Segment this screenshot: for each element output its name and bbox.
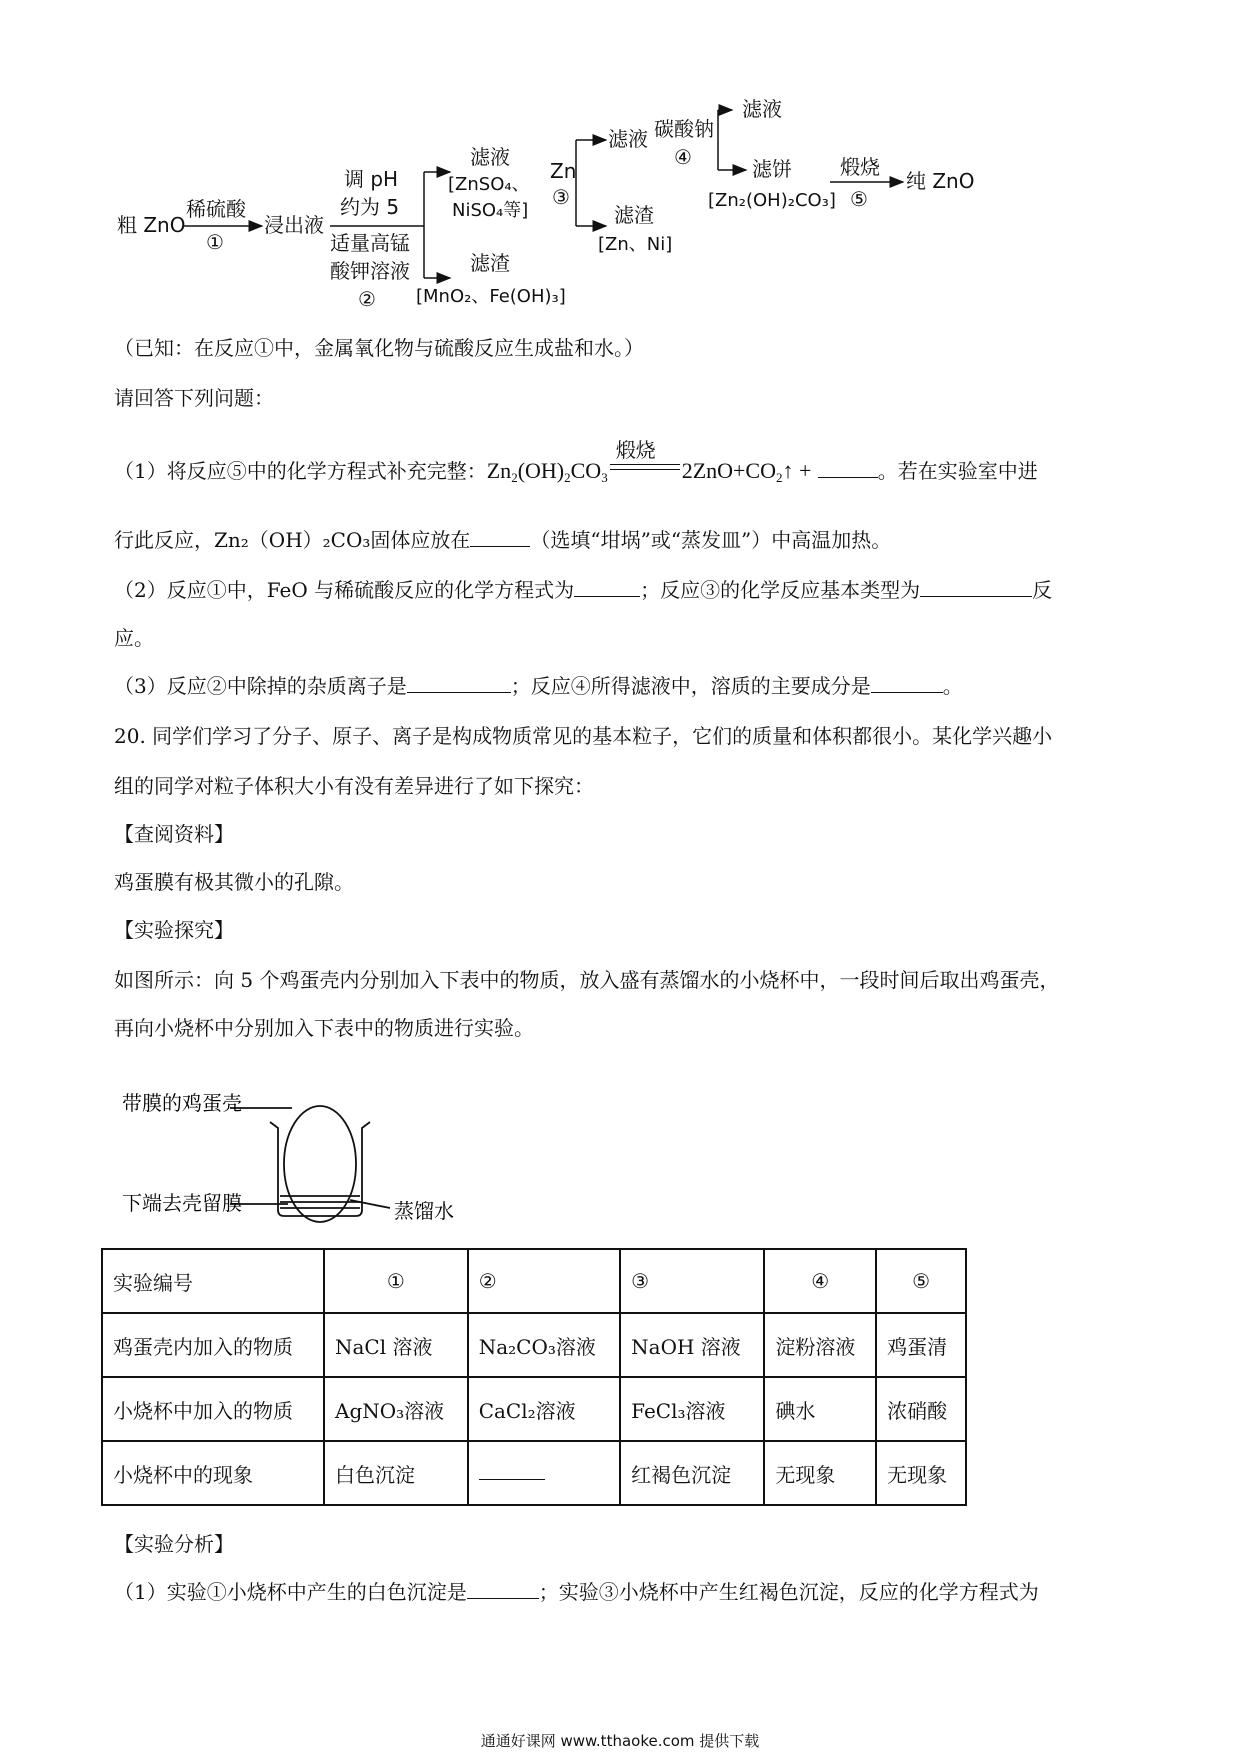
table-cell-blank[interactable] <box>468 1441 620 1505</box>
fc-leach: 浸出液 <box>264 213 324 237</box>
page-footer: 通通好课网 www.tthaoke.com 提供下载 <box>480 1732 760 1750</box>
table-cell: NaOH 溶液 <box>620 1313 764 1377</box>
section-experiment: 【实验探究】 <box>114 918 234 942</box>
section-analysis: 【实验分析】 <box>114 1532 234 1556</box>
fc-product: 纯 ZnO <box>906 169 975 193</box>
experiment-table <box>101 1248 967 1506</box>
table-cell: ④ <box>764 1249 876 1313</box>
table-cell: 白色沉淀 <box>324 1441 468 1505</box>
question-1: （1）将反应⑤中的化学方程式补充完整：$Zn_2(OH)_2CO_3$ 煅烧 $2ZnO+CO_2↑$ + 。若在实验室中进 <box>114 438 1038 485</box>
fc-step2-num: ② <box>358 287 376 311</box>
table-cell: 红褐色沉淀 <box>620 1441 764 1505</box>
fc-filtrate3: 滤液 <box>742 97 782 121</box>
table-cell: 碘水 <box>764 1377 876 1441</box>
fc-residue1: 滤渣 <box>470 251 510 275</box>
table-cell: 鸡蛋壳内加入的物质 <box>102 1313 324 1377</box>
question-1-line2: 行此反应，Zn₂（OH）₂CO₃固体应放在 （选填“坩埚”或“蒸发皿”）中高温加热。 <box>114 528 892 552</box>
table-row <box>102 1249 966 1313</box>
question-2-line2: 应。 <box>114 626 154 650</box>
condition-equals-sign: 煅烧 <box>608 452 682 482</box>
fc-start: 粗 ZnO <box>117 213 186 237</box>
fc-cake: 滤饼 <box>752 157 792 181</box>
table-row <box>102 1441 966 1505</box>
fc-step2-c1: 调 pH <box>344 167 399 191</box>
table-cell: NaCl 溶液 <box>324 1313 468 1377</box>
table-cell: CaCl₂溶液 <box>468 1377 620 1441</box>
fc-step2-c3: 适量高锰 <box>330 231 410 255</box>
note-text: （已知：在反应①中，金属氧化物与硫酸反应生成盐和水。） <box>114 336 644 360</box>
answer-blank-3a[interactable] <box>407 674 511 693</box>
question-2: （2）反应①中，FeO 与稀硫酸反应的化学方程式为 ；反应③的化学反应基本类型为 反 <box>114 578 1053 602</box>
fc-residue2-comp: [Zn、Ni] <box>598 234 673 255</box>
q20-line1: 20. 同学们学习了分子、原子、离子是构成物质常见的基本粒子，它们的质量和体积都很小。某化学兴趣小 <box>114 724 1053 748</box>
fc-step5-reagent: 煅烧 <box>840 155 880 179</box>
table-cell: FeCl₃溶液 <box>620 1377 764 1441</box>
fc-step4-reagent: 碳酸钠 <box>654 117 714 141</box>
answer-blank-2a[interactable] <box>574 578 640 597</box>
table-row <box>102 1377 966 1441</box>
label-membrane: 下端去壳留膜 <box>122 1191 242 1215</box>
fc-residue1-comp: [MnO₂、Fe(OH)₃] <box>416 286 566 307</box>
fc-step1-num: ① <box>206 230 224 254</box>
fc-residue2: 滤渣 <box>614 203 654 227</box>
egg-beaker-figure <box>110 1080 490 1230</box>
label-egg-shell: 带膜的鸡蛋壳 <box>122 1091 242 1115</box>
experiment-desc-2: 再向小烧杯中分别加入下表中的物质进行实验。 <box>114 1016 534 1040</box>
table-cell: 淀粉溶液 <box>764 1313 876 1377</box>
fc-filtrate1: 滤液 <box>470 145 510 169</box>
answer-blank-1b[interactable] <box>470 528 530 547</box>
fc-filtrate1-comp1: [ZnSO₄、 <box>448 174 530 195</box>
fc-step2-c2: 约为 5 <box>340 195 400 219</box>
prompt-text: 请回答下列问题： <box>114 386 274 410</box>
table-cell: 无现象 <box>764 1441 876 1505</box>
fc-step5-num: ⑤ <box>850 187 868 211</box>
answer-blank-2b[interactable] <box>920 578 1032 597</box>
section-reference: 【查阅资料】 <box>114 822 234 846</box>
table-cell: 小烧杯中加入的物质 <box>102 1377 324 1441</box>
fc-step4-num: ④ <box>674 145 692 169</box>
table-cell: 无现象 <box>876 1441 966 1505</box>
answer-blank-a1[interactable] <box>467 1580 539 1599</box>
fc-cake-comp: [Zn₂(OH)₂CO₃] <box>708 190 836 211</box>
fc-step3-num: ③ <box>552 185 570 209</box>
question-3: （3）反应②中除掉的杂质离子是 ；反应④所得滤液中，溶质的主要成分是 。 <box>114 674 963 698</box>
table-cell: 鸡蛋清 <box>876 1313 966 1377</box>
label-water: 蒸馏水 <box>394 1199 454 1223</box>
experiment-desc-1: 如图所示：向 5 个鸡蛋壳内分别加入下表中的物质，放入盛有蒸馏水的小烧杯中，一段时间后取出鸡蛋壳， <box>114 968 1060 992</box>
table-cell: 实验编号 <box>102 1249 324 1313</box>
answer-blank-3b[interactable] <box>871 674 943 693</box>
fc-filtrate1-comp2: NiSO₄等] <box>452 200 529 221</box>
table-cell: Na₂CO₃溶液 <box>468 1313 620 1377</box>
fc-filtrate2: 滤液 <box>608 127 648 151</box>
table-cell: ① <box>324 1249 468 1313</box>
fc-step2-c4: 酸钾溶液 <box>330 259 410 283</box>
answer-blank-table[interactable] <box>479 1461 545 1480</box>
table-cell: 浓硝酸 <box>876 1377 966 1441</box>
table-cell: 小烧杯中的现象 <box>102 1441 324 1505</box>
fc-step3-reagent: Zn <box>550 159 577 183</box>
analysis-q1: （1）实验①小烧杯中产生的白色沉淀是 ；实验③小烧杯中产生红褐色沉淀，反应的化学方程式为 <box>114 1580 1039 1604</box>
reference-info: 鸡蛋膜有极其微小的孔隙。 <box>114 870 354 894</box>
table-cell: AgNO₃溶液 <box>324 1377 468 1441</box>
answer-blank-1a[interactable] <box>818 459 878 478</box>
table-cell: ③ <box>620 1249 764 1313</box>
table-cell: ② <box>468 1249 620 1313</box>
fc-step1-reagent: 稀硫酸 <box>186 197 246 221</box>
table-cell: ⑤ <box>876 1249 966 1313</box>
q20-line2: 组的同学对粒子体积大小有没有差异进行了如下探究： <box>114 774 594 798</box>
process-flowchart <box>0 0 1240 320</box>
table-row <box>102 1313 966 1377</box>
